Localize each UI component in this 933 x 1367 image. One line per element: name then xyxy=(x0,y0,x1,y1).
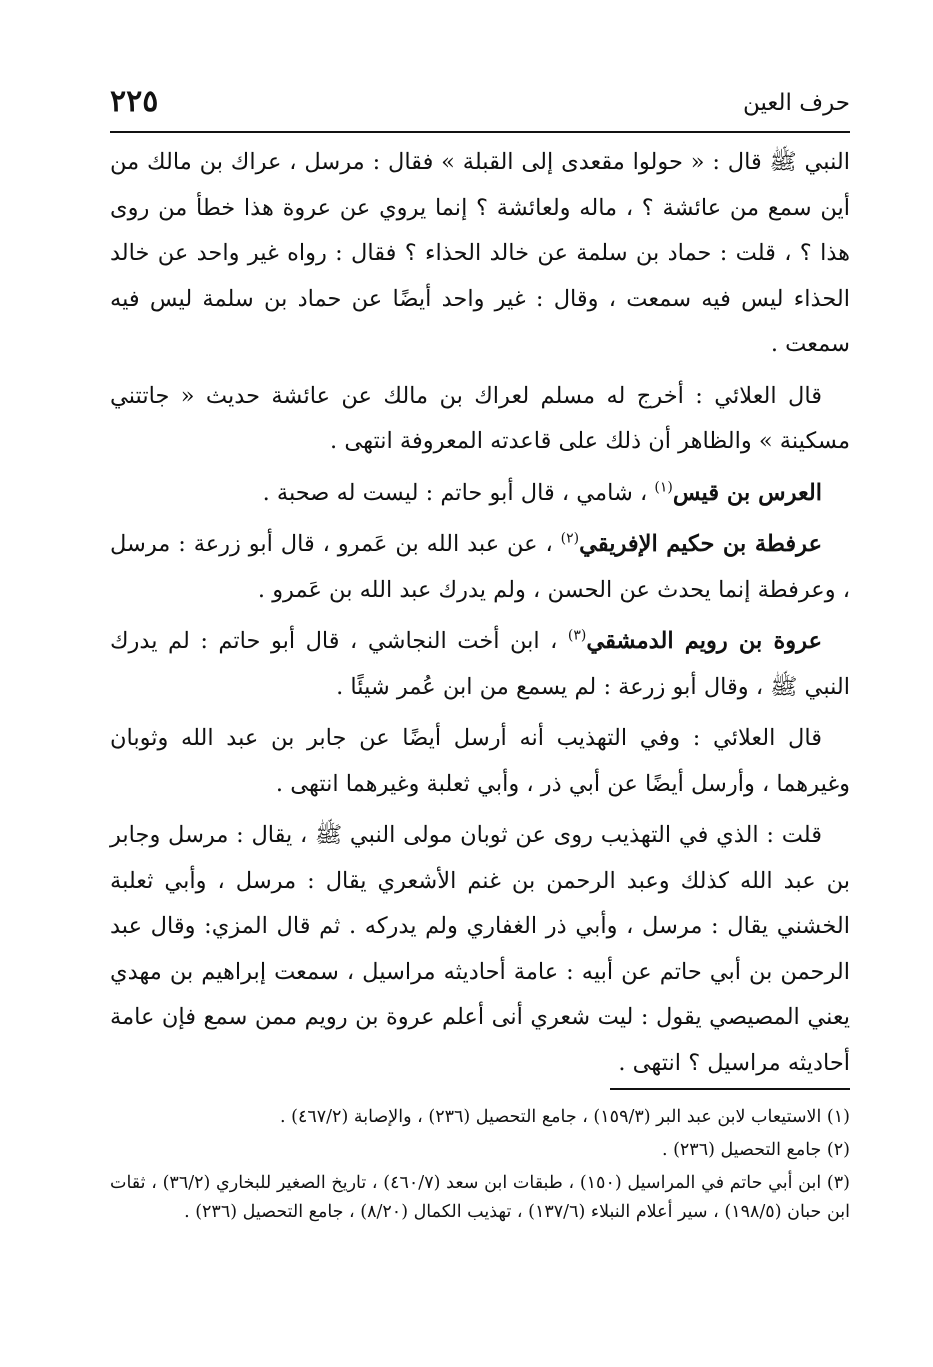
header-rule xyxy=(110,131,850,133)
paragraph xyxy=(110,374,850,465)
paragraph-text: قلت : الذي في التهذيب روى عن ثوبان مولى النبي ﷺ ، يقال : مرسل وجابر بن عبد الله كذلك وعبد الرحمن بن غنم الأشعري يقال : مرسل ، وأبي ثعلبة الخشني يقال : مرسل ، وأبي ذر الغفاري ولم يدركه . ثم قال المزي: وقال عبد الرحمن بن أبي حاتم عن أبيه : عامة أحاديثه مراسيل ، سمعت إبراهيم بن مهدي يعني المصيصي يقول : ليت شعري أنى أعلم عروة بن رويم ممن سمع فإن عامة أحاديثه مراسيل ؟ انتهى . xyxy=(110,822,850,1076)
paragraph xyxy=(110,813,850,1086)
narrator-name: عروة بن رويم الدمشقي xyxy=(586,628,822,654)
narrator-entry xyxy=(110,619,850,710)
footnote: (٣) ابن أبي حاتم في المراسيل (١٥٠) ، طبقات ابن سعد (٤٦٠/٧) ، تاريخ الصغير للبخاري (٣٦/٢) ، ثقات ابن حبان (١٩٨/٥) ، سير أعلام النبلاء (١٣٧/٦) ، تهذيب الكمال (٨/٢٠) ، جامع التحصيل (٢٣٦) . xyxy=(110,1173,850,1222)
page-header xyxy=(110,78,850,128)
paragraph-text: قال العلائي : أخرج له مسلم لعراك بن مالك عن عائشة حديث « جاتتني مسكينة » والظاهر أن ذلك على قاعدته المعروفة انتهى . xyxy=(110,382,850,454)
footnotes xyxy=(110,1103,850,1231)
narrator-entry xyxy=(110,522,850,613)
page-number: ٢٢٥ xyxy=(110,84,159,119)
paragraph-text: النبي ﷺ قال : « حولوا مقعدى إلى القبلة » فقال : مرسل ، عراك بن مالك من أين سمع من عائشة ؟ ، ماله ولعائشة ؟ إنما يروي عن عروة هذا خطأ من روى هذا ؟ ، قلت : حماد بن سلمة عن خالد الحذاء ؟ فقال : رواه غير واحد عن خالد الحذاء ليس فيه سمعت ، وقال : غير واحد أيضًا عن حماد بن سلمة ليس فيه سمعت . xyxy=(110,149,850,357)
paragraph-text: ، شامي ، قال أبو حاتم : ليست له صحبة . xyxy=(262,479,655,506)
narrator-name: عرفطة بن حكيم الإفريقي xyxy=(579,531,822,557)
paragraph xyxy=(110,716,850,807)
footnote-rule xyxy=(610,1088,850,1090)
paragraph-text: ، ابن أخت النجاشي ، قال أبو حاتم : لم يدرك النبي ﷺ ، وقال أبو زرعة : لم يسمع من ابن عُمر شيئًا . xyxy=(110,628,850,700)
footnote-ref: (١) xyxy=(654,479,673,495)
paragraph xyxy=(110,140,850,368)
narrator-name: العرس بن قيس xyxy=(672,479,822,506)
footnote-ref: (٢) xyxy=(560,530,580,547)
paragraph-text: ، عن عبد الله بن عَمرو ، قال أبو زرعة : مرسل ، وعرفطة إنما يحدث عن الحسن ، ولم يدرك عبد الله بن عَمرو . xyxy=(110,531,850,603)
footnote: (١) الاستيعاب لابن عبد البر (١٥٩/٣) ، جامع التحصيل (٢٣٦) ، والإصابة (٤٦٧/٢) . xyxy=(280,1107,850,1127)
footnote-ref: (٣) xyxy=(567,627,587,644)
footnote: (٢) جامع التحصيل (٢٣٦) . xyxy=(661,1140,850,1160)
narrator-entry xyxy=(110,471,850,517)
main-text xyxy=(110,140,850,1092)
running-title: حرف العين xyxy=(742,90,850,116)
paragraph-text: قال العلائي : وفي التهذيب أنه أرسل أيضًا عن جابر بن عبد الله وثوبان وغيرهما ، وأرسل أيضًا عن أبي ذر ، وأبي ثعلبة وغيرهما انتهى . xyxy=(110,725,850,797)
